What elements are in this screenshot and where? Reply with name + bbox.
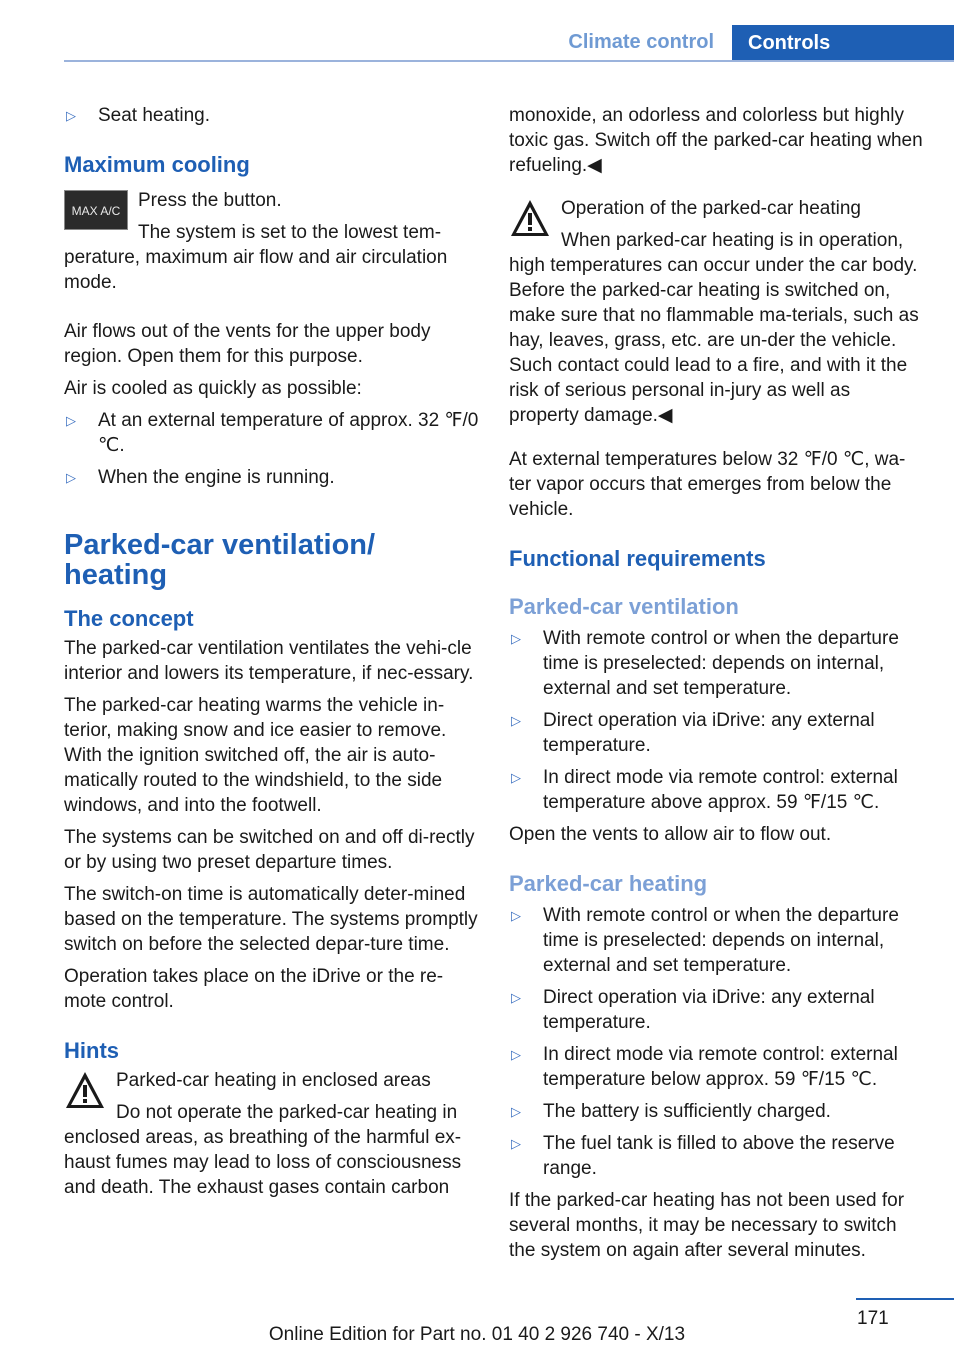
parked-car-heading: Parked-car ventilation/ heating: [64, 529, 376, 591]
list-item: ▷ With remote control or when the departure time is preselected: depends on internal, external and set temperature.: [511, 628, 899, 699]
triangle-right-icon: ▷: [511, 1136, 521, 1151]
header-rule: [64, 60, 954, 62]
triangle-right-icon: ▷: [511, 631, 521, 646]
max-cooling-paragraph: The system is set to the lowest tem-perature, maximum air flow and air circulation mode.: [64, 222, 448, 293]
cooled-paragraph: Air is cooled as quickly as possible:: [64, 378, 362, 399]
open-vents-paragraph: Open the vents to allow air to flow out.: [509, 824, 832, 845]
press-button-text: Press the button.: [138, 190, 282, 211]
triangle-right-icon: ▷: [66, 413, 76, 428]
warning-title: Operation of the parked-car heating: [561, 198, 861, 219]
warning-triangle-icon: [64, 1070, 106, 1110]
cooling-conditions-list: [64, 408, 480, 490]
concept-paragraph: The switch-on time is automatically deter-mined based on the temperature. The systems promptly switch on before the selected depar-ture time.: [64, 884, 478, 955]
list-item: ▷ The battery is sufficiently charged.: [511, 1101, 831, 1122]
list-item: ▷ With remote control or when the departure time is preselected: depends on internal, external and set temperature.: [511, 905, 899, 976]
footer-rule: [856, 1298, 954, 1300]
warning-text: Do not operate the parked-car heating in enclosed areas, as breathing of the harmful ex-haust fumes may lead to loss of consciousness and death. The exhaust gases contain carbon: [64, 1102, 462, 1198]
triangle-right-icon: ▷: [66, 470, 76, 485]
triangle-right-icon: ▷: [511, 990, 521, 1005]
vents-paragraph: Air flows out of the vents for the upper body region. Open them for this purpose.: [64, 321, 431, 367]
hints-heading: Hints: [64, 1038, 119, 1063]
seat-heating-list: [64, 103, 480, 128]
header-chapter-tab: Controls: [732, 25, 954, 61]
right-column: [509, 103, 923, 1270]
list-item: ▷ The fuel tank is filled to above the reserve range.: [511, 1133, 895, 1179]
ventilation-requirements-list: [509, 626, 923, 815]
warning-text: When parked-car heating is in operation, high temperatures can occur under the car body. Before the parked-car heating is switched on, make sure that no flammable ma-terials, such as hay, leaves, grass, etc. are un-der the vehicle. Such contact could lead to a fire, and with it the risk of serious personal in-jury as well as property damage.◀: [509, 230, 919, 426]
max-ac-button-icon: MAX A/C: [64, 190, 128, 230]
list-item: ▷ In direct mode via remote control: external temperature above approx. 59 ℉/15 ℃.: [511, 767, 898, 813]
list-item: ▷ At an external temperature of approx. 32 ℉/0 ℃.: [66, 410, 479, 456]
triangle-right-icon: ▷: [511, 908, 521, 923]
not-used-paragraph: If the parked-car heating has not been used for several months, it may be necessary to switch the system on again after several minutes.: [509, 1190, 905, 1261]
header-section-title: Climate control: [568, 31, 714, 53]
parked-heating-warning: [509, 196, 923, 435]
max-cooling-block: [64, 188, 480, 302]
heating-subheading: Parked-car heating: [509, 871, 708, 896]
triangle-right-icon: ▷: [66, 108, 76, 123]
max-cooling-heading: Maximum cooling: [64, 152, 250, 177]
triangle-right-icon: ▷: [511, 1104, 521, 1119]
water-vapor-paragraph: At external temperatures below 32 ℉/0 ℃, wa-ter vapor occurs that emerges from below the vehicle.: [509, 449, 906, 520]
left-column: [64, 103, 480, 1207]
triangle-right-icon: ▷: [511, 1047, 521, 1062]
triangle-right-icon: ▷: [511, 770, 521, 785]
concept-paragraph: The parked-car ventilation ventilates the vehi-cle interior and lowers its temperature, if nec-essary.: [64, 638, 474, 684]
list-item: ▷ When the engine is running.: [66, 467, 335, 488]
enclosed-areas-warning: [64, 1068, 480, 1207]
continued-warning-text: monoxide, an odorless and colorless but highly toxic gas. Switch off the parked-car heating when refueling.◀: [509, 105, 923, 176]
concept-heading: The concept: [64, 606, 194, 631]
concept-paragraph: The parked-car heating warms the vehicle in-terior, making snow and ice easier to remove. With the ignition switched off, the air is auto-matically routed to the windshield, to the side windows, and into the footwell.: [64, 695, 447, 816]
list-item: ▷ Seat heating.: [66, 105, 210, 126]
functional-requirements-heading: Functional requirements: [509, 546, 766, 571]
warning-triangle-icon: [509, 198, 551, 238]
list-item: ▷ Direct operation via iDrive: any external temperature.: [511, 710, 875, 756]
edition-note: Online Edition for Part no. 01 40 2 926 740 - X/13: [268, 1324, 686, 1345]
ventilation-subheading: Parked-car ventilation: [509, 594, 739, 619]
list-item: ▷ Direct operation via iDrive: any external temperature.: [511, 987, 875, 1033]
warning-title: Parked-car heating in enclosed areas: [116, 1070, 431, 1091]
concept-paragraph: The systems can be switched on and off di-rectly or by using two preset departure times.: [64, 827, 475, 873]
heating-requirements-list: [509, 903, 923, 1181]
list-item: ▷ In direct mode via remote control: external temperature below approx. 59 ℉/15 ℃.: [511, 1044, 898, 1090]
page-number: 171: [857, 1308, 889, 1329]
concept-paragraph: Operation takes place on the iDrive or the re-mote control.: [64, 966, 444, 1012]
triangle-right-icon: ▷: [511, 713, 521, 728]
